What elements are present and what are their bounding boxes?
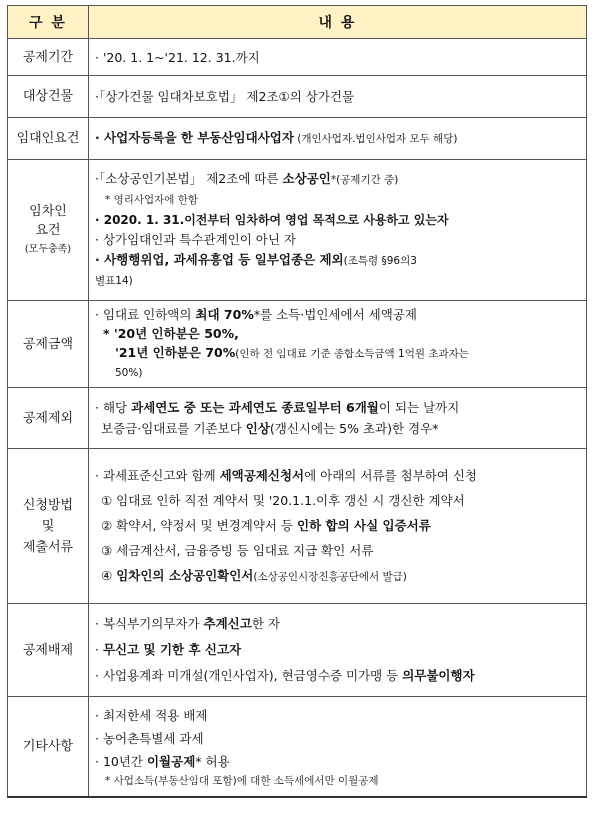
tenant-label-2: 요건 xyxy=(35,222,61,238)
application-line5-a: ④ xyxy=(101,567,117,583)
row-label-target: 대상건물 xyxy=(8,76,89,118)
deduction-exclusion-line3-b: 의무불이행자 xyxy=(402,668,475,683)
row-content-amount xyxy=(89,301,587,388)
tenant-line1-c: *(공제기간 중) xyxy=(330,174,399,186)
tenant-note: * 영리사업자에 한함 xyxy=(105,194,199,206)
application-line-1 xyxy=(95,463,582,488)
tax-credit-table-container xyxy=(7,5,587,798)
deduction-exclusion-line2-b: 무신고 및 기한 후 신고자 xyxy=(102,642,242,657)
amount-line3-c: (인하 전 임대료 기준 종합소득금액 1억원 초과자는 xyxy=(235,348,469,360)
deduction-exclusion-line-1 xyxy=(95,611,582,637)
row-label-exclusion: 공제제외 xyxy=(8,388,89,449)
table-row xyxy=(8,39,587,76)
application-label-2: 및 xyxy=(41,518,55,534)
tenant-line4-a: · 사행행위업, 과세유흥업 등 일부업종은 xyxy=(95,252,320,267)
application-line3-a: ② 확약서, 약정서 및 변경계약서 등 xyxy=(101,517,297,533)
application-line-4: ③ 세금계산서, 금융증빙 등 임대료 지급 확인 서류 xyxy=(101,542,374,558)
tenant-label-3: (모두충족) xyxy=(24,243,72,255)
others-note: * 사업소득(부동산임대 포함)에 대한 소득세에서만 이월공제 xyxy=(105,774,379,787)
deduction-exclusion-line1-a: · 복식부기의무자가 xyxy=(95,616,204,631)
row-label-deduction-exclusion: 공제배제 xyxy=(8,604,89,697)
table-row xyxy=(8,76,587,118)
row-label-amount: 공제금액 xyxy=(8,301,89,388)
application-line5-b: 임차인의 소상공인확인서 xyxy=(116,567,254,583)
others-line-3 xyxy=(95,750,582,773)
header-category: 구 분 xyxy=(8,6,89,39)
tenant-line-4 xyxy=(95,250,582,271)
lessor-line xyxy=(95,127,582,150)
exclusion-line1-c: 이 되는 날까지 xyxy=(378,400,460,415)
amount-line1-b: 최대 70% xyxy=(195,307,254,322)
table-row xyxy=(8,118,587,160)
tenant-line-5: 별표14) xyxy=(95,275,133,287)
amount-line-2 xyxy=(95,324,582,343)
amount-line2-b: 은 50%, xyxy=(187,326,239,341)
application-line-5 xyxy=(95,563,582,590)
exclusion-line2-c: (갱신시에는 5% 초과)한 경우* xyxy=(269,421,439,436)
exclusion-line1-a: · 해당 xyxy=(95,400,132,415)
row-content-deduction-exclusion xyxy=(89,604,587,697)
tenant-line-1 xyxy=(95,169,582,190)
tax-credit-table xyxy=(7,5,587,798)
amount-line-1 xyxy=(95,305,582,324)
exclusion-line-2 xyxy=(95,418,582,439)
deduction-exclusion-line1-c: 한 자 xyxy=(251,616,280,631)
tenant-label-1: 임차인 xyxy=(29,203,67,219)
target-line: ·「상가건물 임대차보호법」 제2조①의 상가건물 xyxy=(95,89,355,104)
application-line1-a: · 과세표준신고와 함께 xyxy=(95,467,220,483)
amount-line-3 xyxy=(95,343,582,364)
row-content-application xyxy=(89,449,587,604)
deduction-exclusion-line1-b: 추계신고 xyxy=(203,616,252,631)
lessor-bold-text: · 사업자등록을 한 부동산임대사업자 xyxy=(95,130,294,145)
table-row xyxy=(8,697,587,797)
application-line3-b: 인하 합의 사실 입증서류 xyxy=(297,517,431,533)
application-label-3: 제출서류 xyxy=(22,539,74,555)
amount-line1-a: · 임대료 인하액의 xyxy=(95,307,196,322)
tenant-line-2: · 2020. 1. 31.이전부터 임차하여 영업 목적으로 사용하고 있는자 xyxy=(95,213,449,227)
amount-line3-a: '21년 인하분 xyxy=(115,345,189,360)
application-line-3 xyxy=(95,513,582,538)
row-label-others: 기타사항 xyxy=(8,697,89,797)
row-label-period: 공제기간 xyxy=(8,39,89,76)
others-line-1: · 최저한세 적용 배제 xyxy=(95,707,208,723)
others-line3-c: * 허용 xyxy=(195,753,230,769)
amount-line2-a: * '20년 인하분 xyxy=(103,326,188,341)
others-line3-a: · 10년간 xyxy=(95,753,147,769)
row-content-period xyxy=(89,39,587,76)
row-content-target xyxy=(89,76,587,118)
exclusion-line1-b: 과세연도 중 또는 과세연도 종료일부터 6개월 xyxy=(131,400,379,415)
exclusion-line-1 xyxy=(95,397,582,418)
deduction-exclusion-line-3 xyxy=(95,663,582,689)
tenant-line1-a: ·「소상공인기본법」 제2조에 따른 xyxy=(95,171,283,186)
row-content-others xyxy=(89,697,587,797)
deduction-exclusion-line2-a: · xyxy=(95,642,103,657)
tenant-line4-b: 제외 xyxy=(319,252,344,267)
header-content: 내 용 xyxy=(89,6,587,39)
row-content-exclusion xyxy=(89,388,587,449)
deduction-exclusion-line-2 xyxy=(95,637,582,663)
table-row xyxy=(8,388,587,449)
others-line3-b: 이월공제 xyxy=(146,753,196,769)
application-line-2: ① 임대료 인하 직전 계약서 및 '20.1.1.이후 갱신 시 갱신한 계약서 xyxy=(101,492,465,508)
tenant-line-3: · 상가임대인과 특수관계인이 아닌 자 xyxy=(95,232,296,247)
row-label-lessor: 임대인요건 xyxy=(8,118,89,160)
application-line1-c: 에 아래의 서류를 첨부하여 신청 xyxy=(304,467,477,483)
row-content-tenant xyxy=(89,160,587,301)
row-label-tenant xyxy=(8,160,89,301)
deduction-exclusion-line3-a: · 사업용계좌 미개설(개인사업자), 현금영수증 미가맹 등 xyxy=(95,668,403,683)
tenant-line4-c: (조특령 §96의3 xyxy=(343,255,417,267)
application-label-1: 신청방법 xyxy=(22,497,74,513)
table-header-row xyxy=(8,6,587,39)
row-label-application xyxy=(8,449,89,604)
table-row xyxy=(8,449,587,604)
application-line5-c: (소상공인시장진흥공단에서 발급) xyxy=(253,570,407,583)
table-row xyxy=(8,160,587,301)
application-line1-b: 세액공제신청서 xyxy=(219,467,305,483)
period-line: · '20. 1. 1~'21. 12. 31.까지 xyxy=(95,49,260,65)
tenant-line1-b: 소상공인 xyxy=(282,171,331,186)
amount-line3-b: 은 70% xyxy=(188,345,236,360)
lessor-small-text: (개인사업자.법인사업자 모두 해당) xyxy=(293,133,458,145)
exclusion-line2-b: 인상 xyxy=(245,421,270,436)
others-line-2: · 농어촌특별세 과세 xyxy=(95,730,204,746)
row-content-lessor xyxy=(89,118,587,160)
exclusion-line2-a: 보증금·임대료를 기존보다 xyxy=(101,421,246,436)
amount-line1-c: *를 소득·법인세에서 세액공제 xyxy=(253,307,417,322)
table-row xyxy=(8,301,587,388)
table-row xyxy=(8,604,587,697)
amount-line-4: 50%) xyxy=(115,367,143,379)
